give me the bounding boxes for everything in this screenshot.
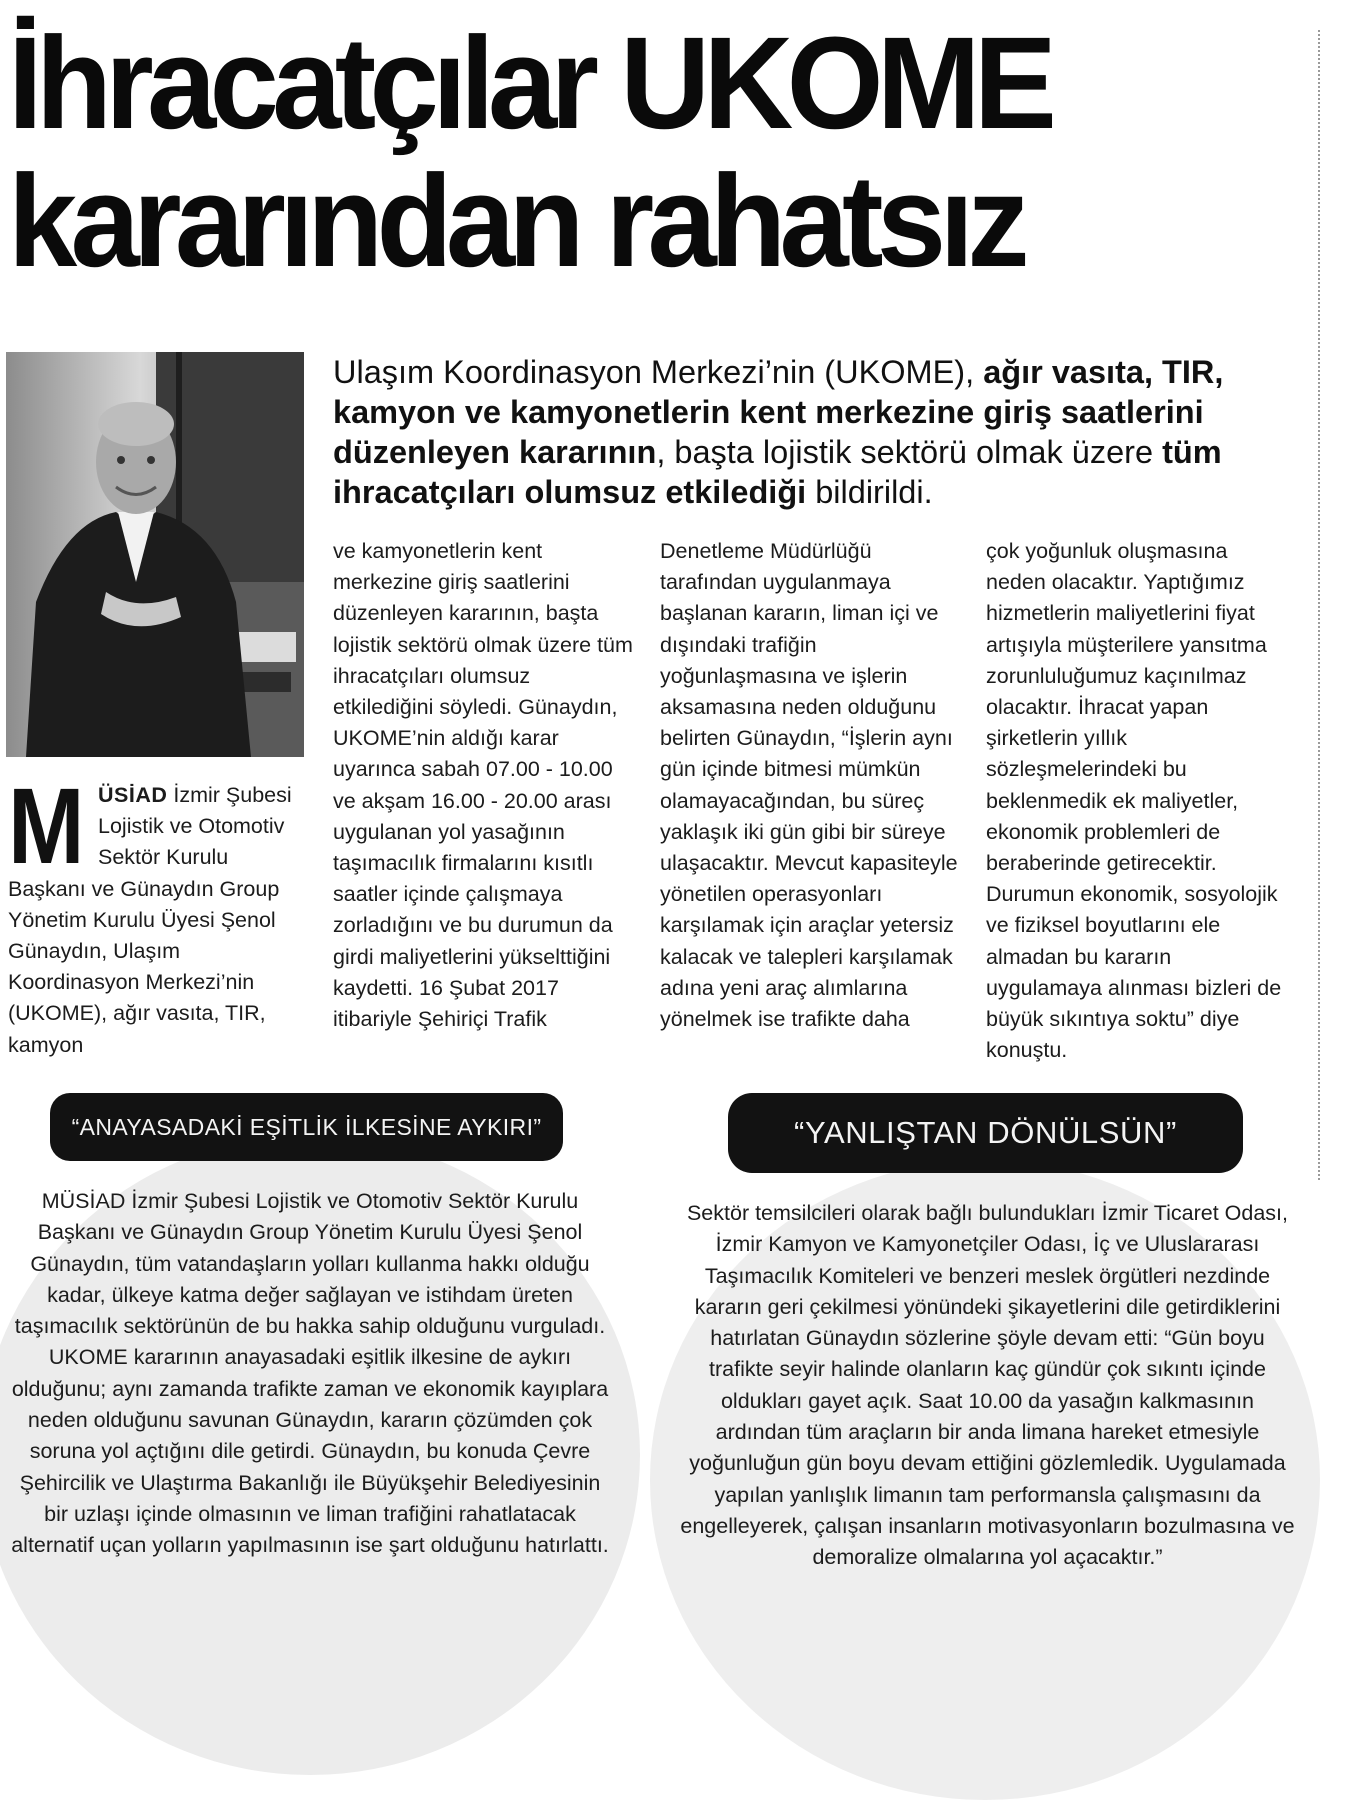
column-3-text: Denetleme Müdürlüğü tarafından uygulanmaya başlanan kararın, liman içi ve dışındaki trafiğin yoğunlaşmasına ve işlerin aksamasına neden olduğunu belirten Günaydın, “İşlerin aynı gün içinde bitmesi mümkün olamayacağından, bu süreç yaklaşık iki gün gibi bir süreye ulaşacaktır. Mevcut kapasiteyle yönetilen operasyonları karşılamak için araçlar yetersiz kalacak ve talepleri karşılamak adına yeni araç alımlarına yönelmek ise trafikte daha: [660, 539, 958, 1032]
lead-text-3: bildirildi.: [806, 474, 933, 510]
sidebar-text-left: MÜSİAD İzmir Şubesi Lojistik ve Otomotiv Sektör Kurulu Başkanı ve Günaydın Group Yönetim Kurulu Üyesi Şenol Günaydın, tüm vatandaşların yolları kullanma hakkı olduğu kadar, ülkeye katma değer sağlayan ve istihdam üreten taşımacılık sektörünün de bu hakka sahip olduğunu vurguladı. UKOME kararının anayasadaki eşitlik ilkesine de aykırı olduğunu; aynı zamanda trafikte zaman ve ekonomik kayıplara neden olduğunu savunan Günaydın, kararın çözümden çok soruna yol açtığını dile getirdi. Günaydın, bu konuda Çevre Şehircilik ve Ulaştırma Bakanlığı ile Büyükşehir Belediyesinin bir uzlaşı içinde olmasının ve liman trafiğini rahatlatacak alternatif uçan yolların yapılmasının ise şart olduğunu hatırlattı.: [11, 1189, 609, 1558]
lead-bold-1: ağır vasıta, TIR, kamyon ve kamyonetlerin kent merkezine giriş saatlerini düzenleyen kararının: [333, 354, 1224, 470]
lead-text-1: Ulaşım Koordinasyon Merkezi’nin (UKOME),: [333, 354, 984, 390]
column-2-text: ve kamyonetlerin kent merkezine giriş saatlerini düzenleyen kararının, başta lojistik sektörü olmak üzere tüm ihracatçıları olumsuz etkilediğini söyledi. Günaydın, UKOME’nin aldığı karar uyarınca sabah 07.00 - 10.00 ve akşam 16.00 - 20.00 arası uygulanan yol yasağının taşımacılık firmalarını kısıtlı saatler içinde çalışmaya zorladığını ve bu durumun da girdi maliyetlerini yükselttiğini kaydetti. 16 Şubat 2017 itibariyle Şehiriçi Trafik: [333, 539, 633, 1032]
body-column-1: [8, 765, 298, 1061]
column-1-text: İzmir Şubesi Lojistik ve Otomotiv Sektör Kurulu Başkanı ve Günaydın Group Yönetim Kurulu Üyesi Şenol Günaydın, Ulaşım Koordinasyon Merkezi’nin (UKOME), ağır vasıta, TIR, kamyon: [8, 783, 292, 1057]
article-headline: [8, 9, 1243, 294]
drop-cap: M: [8, 765, 82, 886]
lead-bold-2: tüm ihracatçıları olumsuz etkilediği: [333, 434, 1222, 510]
body-column-3: [660, 536, 965, 1035]
headline-line-1: İhracatçılar UKOME: [8, 9, 1051, 156]
body-column-4: [986, 536, 1286, 1066]
portrait-image: [6, 352, 304, 757]
lead-text-2: , başta lojistik sektörü olmak üzere: [656, 434, 1163, 470]
sidebar-title-right: “YANLIŞTAN DÖNÜLSÜN”: [728, 1093, 1243, 1173]
article-lead: [333, 352, 1333, 512]
column-4-text: çok yoğunluk oluşmasına neden olacaktır. Yaptığımız hizmetlerin maliyetlerini fiyat artışıyla müşterilere yansıtma zorunluluğumuz kaçınılmaz olacaktır. İhracat yapan şirketlerin yıllık sözleşmelerindeki bu beklenmedik ek maliyetler, ekonomik problemleri de beraberinde getirecektir. Durumun ekonomik, sosyolojik ve fiziksel boyutlarını ele almadan bu kararın uygulamaya alınması bizleri de büyük sıkıntıya soktu” diye konuştu.: [986, 539, 1282, 1063]
portrait-photo: [6, 352, 304, 757]
headline-line-2: kararından rahatsız: [8, 147, 1023, 294]
sidebar-title-left: “ANAYASADAKİ EŞİTLİK İLKESİNE AYKIRI”: [50, 1093, 563, 1161]
sidebar-text-right: Sektör temsilcileri olarak bağlı bulundukları İzmir Ticaret Odası, İzmir Kamyon ve Kamyonetçiler Odası, İç ve Uluslararası Taşımacılık Komiteleri ve benzeri meslek örgütleri nezdinde kararın geri çekilmesi yönündeki şikayetlerini dile getirdiklerini hatırlatan Günaydın sözlerine şöyle devam etti: “Gün boyu trafikte seyir halinde olanların kaç gündür çok sıkıntı içinde oldukları gayet açık. Saat 10.00 da yasağın kalkmasının ardından tüm araçların bir anda limana hareket etmesiyle yoğunluğun gün boyu devam ettiğini gözlemledik. Uygulamada yapılan yanlışlık limanın tam performansla çalışmasını da engelleyerek, çalışan insanların motivasyonların bozulmasına ve demoralize olmalarına yol açacaktır.”: [680, 1201, 1295, 1570]
body-column-2: [333, 536, 633, 1035]
lead-word: ÜSİAD: [98, 783, 168, 807]
column-divider: [1318, 30, 1320, 1180]
